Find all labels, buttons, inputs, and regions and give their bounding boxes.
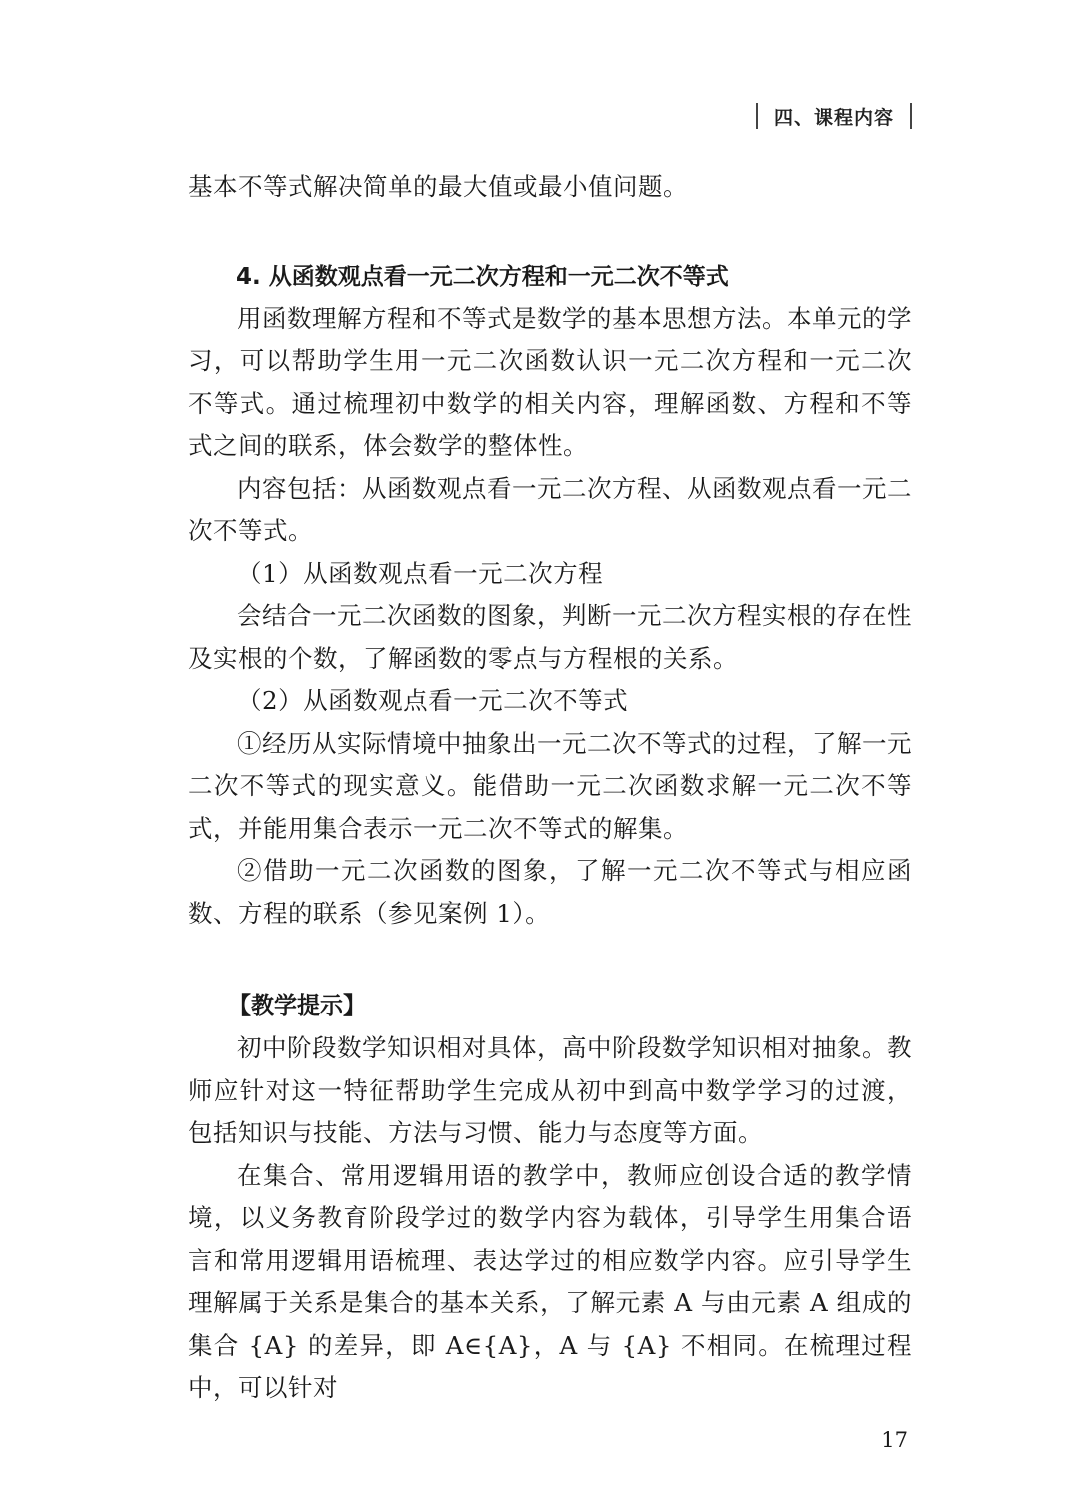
teaching-tips-paragraph-2: 在集合、常用逻辑用语的教学中，教师应创设合适的教学情境，以义务教育阶段学过的数学内容为载体，引导学生用集合语言和常用逻辑用语梳理、表达学过的相应数学内容。应引导学生理解属于关系是集合的基本关系，了解元素 A 与由元素 A 组成的集合 {A} 的差异，即 A∈{A}，A 与 {A} 不相同。在梳理过程中，可以针对 [188,1160,912,1402]
page-number: 17 [881,1428,908,1452]
teaching-tips-paragraph-1: 初中阶段数学知识相对具体，高中阶段数学知识相对抽象。教师应针对这一特征帮助学生完成从初中到高中数学学习的过渡，包括知识与技能、方法与习惯、能力与态度等方面。 [188,1033,912,1147]
page-body [188,166,912,1410]
header-right-rule [910,103,912,129]
section-4-heading: 4. 从函数观点看一元二次方程和一元二次不等式 [236,263,729,290]
teaching-tips-heading: 【教学提示】 [228,993,366,1019]
section-title: 四、课程内容 [773,106,894,129]
subsection-2-title: （2）从函数观点看一元二次不等式 [237,686,629,715]
subsection-2-item-2: ②借助一元二次函数的图象，了解一元二次不等式与相应函数、方程的联系（参见案例 1）。 [188,856,912,928]
section-4-paragraph-1: 用函数理解方程和不等式是数学的基本思想方法。本单元的学习，可以帮助学生用一元二次函数认识一元二次方程和一元二次不等式。通过梳理初中数学的相关内容，理解函数、方程和不等式之间的联系，体会数学的整体性。 [188,303,912,460]
intro-continuation-paragraph: 基本不等式解决简单的最大值或最小值问题。 [188,172,688,201]
subsection-1-text: 会结合一元二次函数的图象，判断一元二次方程实根的存在性及实根的个数，了解函数的零点与方程根的关系。 [188,601,912,673]
subsection-2-item-1: ①经历从实际情境中抽象出一元二次不等式的过程，了解一元二次不等式的现实意义。能借助一元二次函数求解一元二次不等式，并能用集合表示一元二次不等式的解集。 [188,728,912,843]
subsection-1-title: （1）从函数观点看一元二次方程 [237,558,604,588]
running-header [756,100,912,132]
section-4-paragraph-2: 内容包括：从函数观点看一元二次方程、从函数观点看一元二次不等式。 [188,473,912,545]
